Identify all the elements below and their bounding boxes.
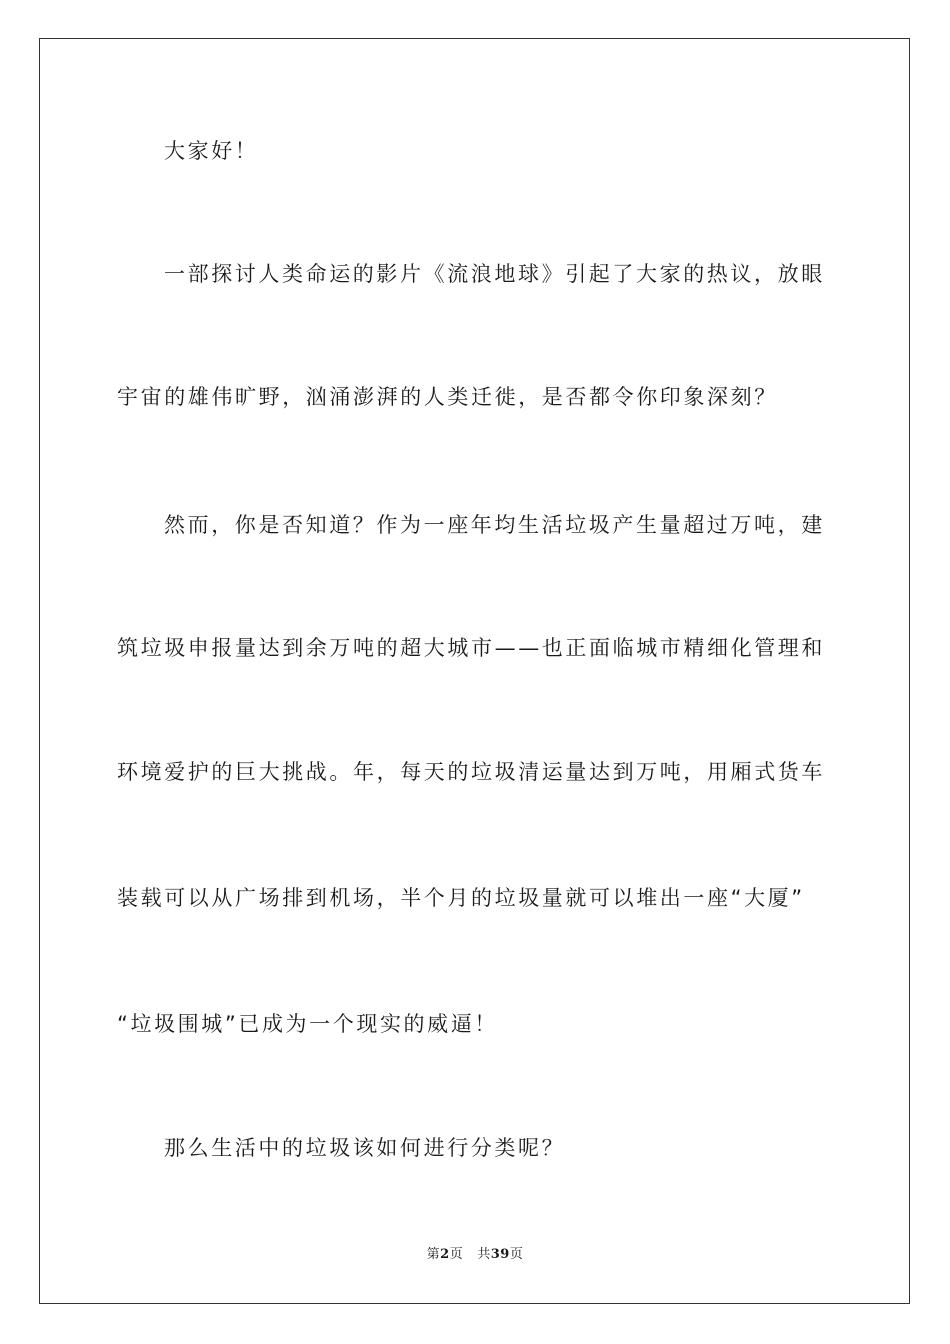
page-number: 2 — [440, 1247, 450, 1262]
greeting-line: 大家好！ — [164, 139, 259, 163]
page-prefix: 第 — [426, 1247, 441, 1262]
paragraph-3-line-1: 那么生活中的垃圾该如何进行分类呢？ — [164, 1136, 566, 1160]
total-prefix: 共 — [477, 1247, 491, 1262]
total-suffix: 页 — [509, 1247, 524, 1262]
total-pages: 39 — [490, 1247, 510, 1262]
page-suffix: 页 — [449, 1247, 464, 1262]
paragraph-2-line-2: 筑垃圾申报量达到余万吨的超大城市——也正面临城市精细化管理和 — [117, 636, 825, 660]
page-frame — [39, 38, 910, 1304]
paragraph-2-line-4: 装载可以从广场排到机场，半个月的垃圾量就可以堆出一座“大厦” — [117, 886, 805, 910]
paragraph-2-line-1: 然而，你是否知道？作为一座年均生活垃圾产生量超过万吨，建 — [164, 513, 825, 537]
paragraph-2-line-5: “垃圾围城”已成为一个现实的威逼！ — [117, 1012, 498, 1036]
paragraph-2-line-3: 环境爱护的巨大挑战。年，每天的垃圾清运量达到万吨，用厢式货车 — [117, 760, 825, 784]
page-footer — [0, 1246, 950, 1264]
paragraph-1-line-2: 宇宙的雄伟旷野，汹涌澎湃的人类迁徙，是否都令你印象深刻？ — [117, 385, 778, 409]
paragraph-1-line-1: 一部探讨人类命运的影片《流浪地球》引起了大家的热议，放眼 — [164, 262, 825, 286]
